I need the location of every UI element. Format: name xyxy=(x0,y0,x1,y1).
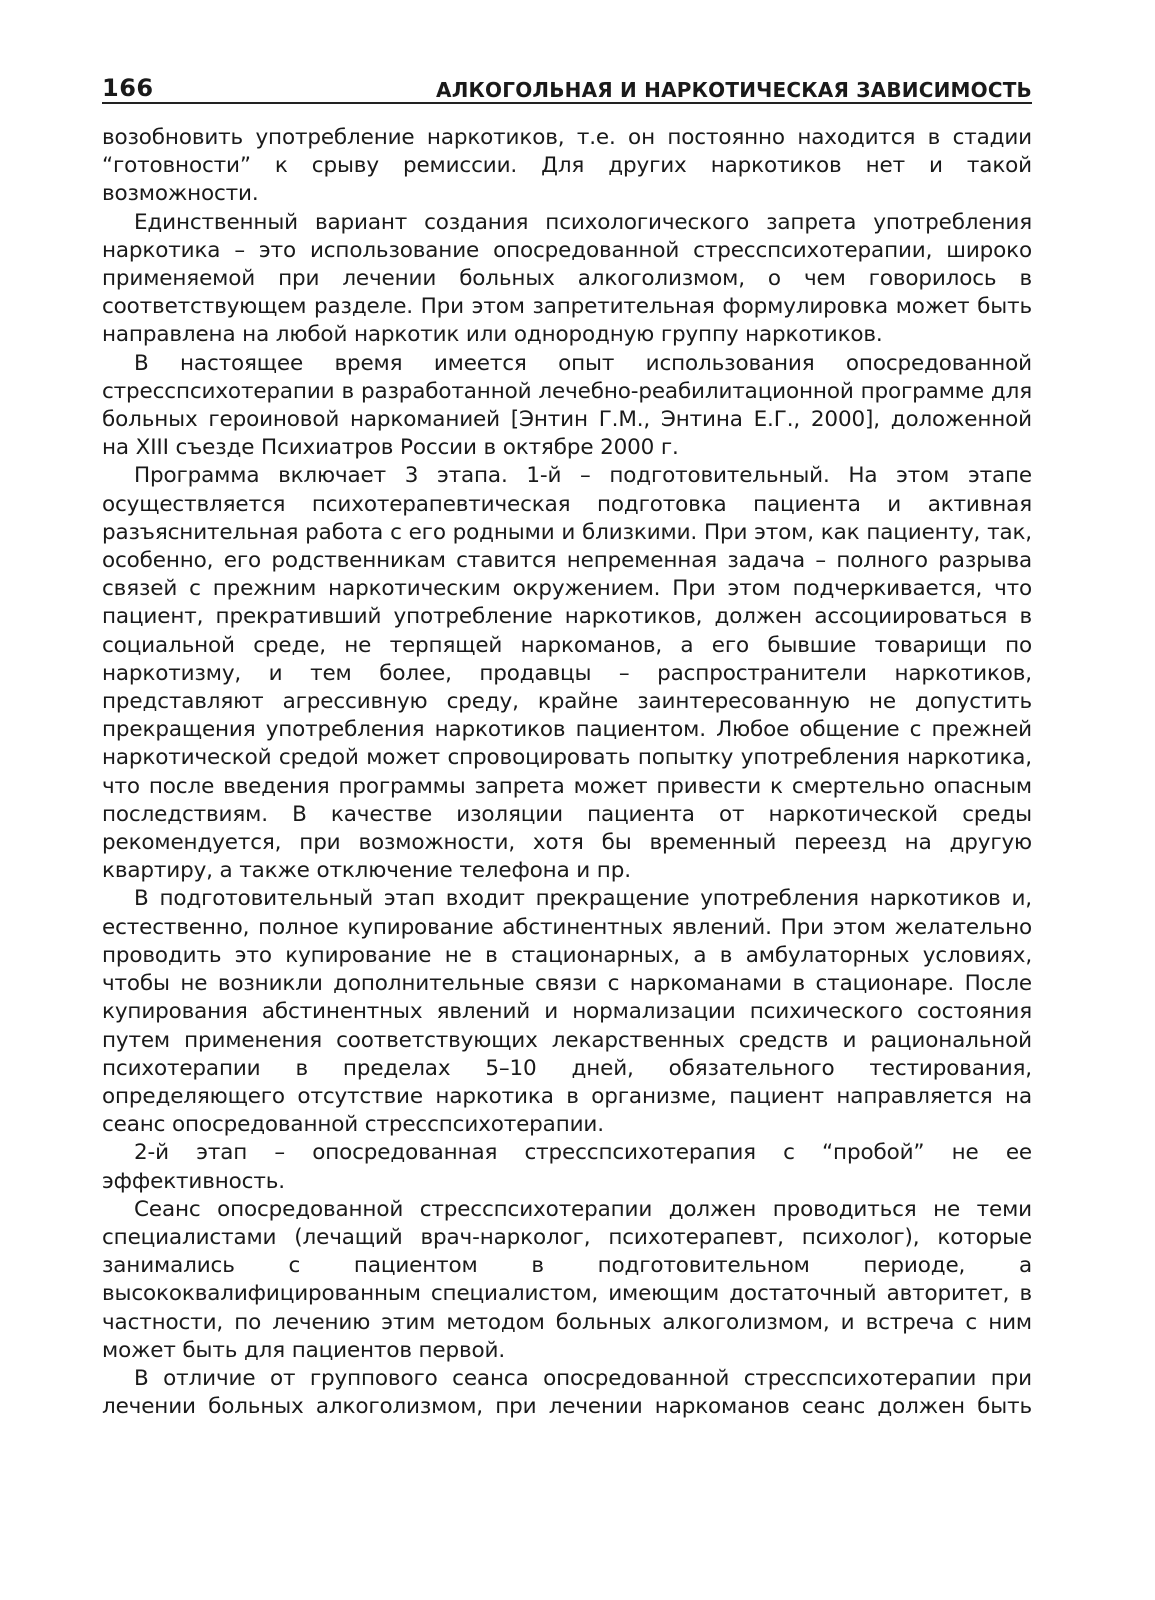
body-text xyxy=(102,124,1032,1421)
paragraph-stage-two: 2-й этап – опосредованная стресспсихотерапия с “пробой” не ее эффективность. xyxy=(102,1140,1032,1194)
paragraph-continued: возобновить употребление наркотиков, т.е. он постоянно находится в стадии “готовности” к срыву ремиссии. Для других наркотиков нет и такой возможности. xyxy=(102,125,1032,207)
paragraph-rehab-program: В настоящее время имеется опыт использования опосредованной стресспсихотерапии в разработанной лечебно-реабилитационной программе для больных героиновой наркоманией [Энтин Г.М., Энтина Е.Г., 2000], доложенной на XIII съезде Психиатров России в октябре 2000 г. xyxy=(102,350,1032,461)
book-page xyxy=(102,66,1032,1421)
running-head xyxy=(102,66,1032,104)
paragraph-preparatory-stage: В подготовительный этап входит прекращение употребления наркотиков и, естественно, полное купирование абстинентных явлений. При этом желательно проводить это купирование не в стационарных, а в амбулаторных условиях, чтобы не возникли дополнительные связи с наркоманами в стационаре. После купирования абстинентных явлений и нормализации психического состояния путем применения соответствующих лекарственных средств и рациональной психотерапии в пределах 5–10 дней, обязательного тестирования, определяющего отсутствие наркотика в организме, пациент направляется на сеанс опосредованной стресспсихотерапии. xyxy=(102,886,1032,1138)
paragraph-psychological-ban: Единственный вариант создания психологического запрета употребления наркотика – это использование опосредованной стресспсихотерапии, широко применяемой при лечении больных алкоголизмом, о чем говорилось в соответствующем разделе. При этом запретительная формулировка может быть направлена на любой наркотик или однородную группу наркотиков. xyxy=(102,209,1032,348)
paragraph-stage-one: Программа включает 3 этапа. 1-й – подготовительный. На этом этапе осуществляется психотерапевтическая подготовка пациента и активная разъяснительная работа с его родными и близкими. При этом, как пациенту, так, особенно, его родственникам ставится непременная задача – полного разрыва связей с прежним наркотическим окружением. При этом подчеркивается, что пациент, прекративший употребление наркотиков, должен ассоциироваться в социальной среде, не терпящей наркоманов, а его бывшие товарищи по наркотизму, и тем более, продавцы – распространители наркотиков, представляют агрессивную среду, крайне заинтересованную не допустить прекращения употребления наркотиков пациентом. Любое общение с прежней наркотической средой может спровоцировать попытку употребления наркотика, что после введения программы запрета может привести к смертельно опасным последствиям. В качестве изоляции пациента от наркотической среды рекомендуется, при возможности, хотя бы временный переезд на другую квартиру, а также отключение телефона и пр. xyxy=(102,463,1032,884)
paragraph-group-session: В отличие от группового сеанса опосредованной стресспсихотерапии при лечении больных алкоголизмом, при лечении наркоманов сеанс должен быть xyxy=(102,1365,1032,1420)
page-number: 166 xyxy=(102,74,154,102)
running-title: АЛКОГОЛЬНАЯ И НАРКОТИЧЕСКАЯ ЗАВИСИМОСТЬ xyxy=(436,78,1032,102)
paragraph-session: Сеанс опосредованной стресспсихотерапии должен проводиться не теми специалистами (лечащий врач-нарколог, психотерапевт, психолог), которые занимались с пациентом в подготовительном периоде, а высококвалифицированным специалистом, имеющим достаточный авторитет, в частности, по лечению этим методом больных алкоголизмом, и встреча с ним может быть для пациентов первой. xyxy=(102,1196,1032,1363)
